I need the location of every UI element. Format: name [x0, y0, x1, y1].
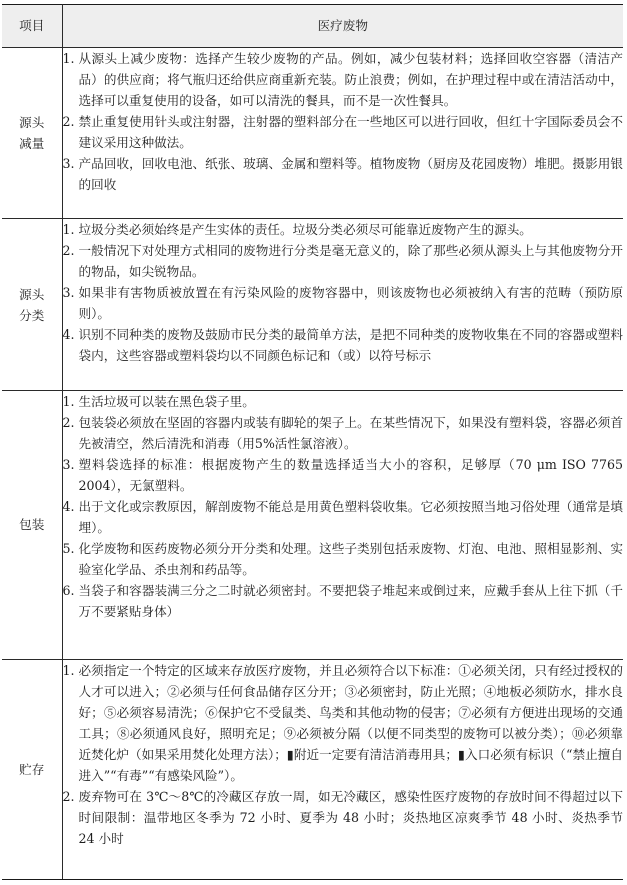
item-list — [63, 219, 624, 366]
header-item: 项目 — [2, 5, 62, 48]
item-number: 1. — [62, 222, 75, 238]
list-item — [63, 538, 624, 580]
item-text: 识别不同种类的废物及鼓励市民分类的最简单方法，是把不同种类的废物收集在不同的容器或塑料袋内，这些容器或塑料袋均以不同颜色标记和（或）以符号标示 — [78, 327, 623, 364]
item-text: 塑料袋选择的标准：根据废物产生的数量选择适当大小的容积，足够厚（70 μm ISO 7765 2004），无氯塑料。 — [78, 456, 623, 493]
item-number: 3. — [62, 285, 75, 301]
item-list — [63, 48, 624, 195]
row-label — [2, 219, 62, 391]
list-item — [63, 412, 624, 454]
item-text: 必须指定一个特定的区域来存放医疗废物，并且必须符合以下标准：①必须关闭，只有经过授权的人才可以进入；②必须与任何食品储存区分开；③必须密封，防止光照；④地板必须防水，排水良好；⑤必须容易清洗；⑥保护它不受鼠类、鸟类和其他动物的侵害；⑦必须有方便进出现场的交通工具；⑧必须通风良好，照明充足；⑨必须被分隔（以便不同类型的废物可以被分类）；⑩必须靠近焚化炉（如果采用焚化处理方法）；▮附近一定要有清洁消毒用具；▮入口必须有标识（“禁止擅自进入”“有毒”“有感染风险”）。 — [78, 662, 623, 783]
list-item — [63, 580, 624, 622]
row-label — [2, 659, 62, 879]
item-text: 废弃物可在 3℃～8℃的冷藏区存放一周，如无冷藏区，感染性医疗废物的存放时间不得超过以下时间限制：温带地区冬季为 72 小时、夏季为 48 小时；炎热地区凉爽季节 48 小时、炎热季节 24 小时 — [78, 788, 623, 846]
row-label — [2, 47, 62, 219]
header-medical-waste: 医疗废物 — [62, 5, 623, 48]
item-number: 4. — [62, 498, 75, 514]
list-item — [63, 454, 624, 496]
item-number: 6. — [62, 582, 75, 598]
row-label-line: 分类 — [19, 307, 45, 323]
item-text: 当袋子和容器装满三分之二时就必须密封。不要把袋子堆起来或倒过来，应戴手套从上往下抓（千万不要紧贴身体） — [78, 582, 623, 619]
item-number: 1. — [62, 662, 75, 678]
list-item — [63, 240, 624, 282]
item-list — [63, 391, 624, 622]
row-label — [2, 390, 62, 659]
item-number: 1. — [62, 393, 75, 409]
list-item — [63, 48, 624, 111]
item-number: 2. — [62, 788, 75, 804]
row-label-line: 源头 — [19, 286, 45, 302]
table-row-source-separation — [2, 219, 623, 391]
list-item — [63, 660, 624, 786]
list-item — [63, 786, 624, 849]
item-list — [63, 660, 624, 849]
row-label-line: 源头 — [19, 115, 45, 131]
table-row-source-reduction — [2, 47, 623, 219]
item-text: 产品回收，回收电池、纸张、玻璃、金属和塑料等。植物废物（厨房及花园废物）堆肥。摄影用银的回收 — [78, 155, 623, 192]
table-body — [2, 47, 623, 879]
item-text: 禁止重复使用针头或注射器，注射器的塑料部分在一些地区可以进行回收，但红十字国际委员会不建议采用这种做法。 — [78, 113, 623, 150]
row-content — [62, 47, 623, 219]
item-text: 垃圾分类必须始终是产生实体的责任。垃圾分类必须尽可能靠近废物产生的源头。 — [78, 222, 532, 238]
table-row-storage — [2, 659, 623, 879]
item-number: 3. — [62, 155, 75, 171]
item-number: 5. — [62, 540, 75, 556]
list-item — [63, 153, 624, 195]
list-item — [63, 219, 624, 240]
item-text: 一般情况下对处理方式相同的废物进行分类是毫无意义的，除了那些必须从源头上与其他废物分开的物品，如尖锐物品。 — [78, 243, 623, 280]
item-number: 4. — [62, 327, 75, 343]
list-item — [63, 496, 624, 538]
row-content — [62, 390, 623, 659]
row-label-line: 包装 — [19, 517, 45, 533]
table-row-packaging — [2, 390, 623, 659]
list-item — [63, 391, 624, 412]
row-label-line: 贮存 — [19, 761, 45, 777]
item-number: 2. — [62, 414, 75, 430]
list-item — [63, 324, 624, 366]
list-item — [63, 282, 624, 324]
item-text: 化学废物和医药废物必须分开分类和处理。这些子类别包括汞废物、灯泡、电池、照相显影剂、实验室化学品、杀虫剂和药品等。 — [78, 540, 623, 577]
item-text: 如果非有害物质被放置在有污染风险的废物容器中，则该废物也必须被纳入有害的范畴（预防原则）。 — [78, 285, 623, 322]
item-text: 出于文化或宗教原因，解剖废物不能总是用黄色塑料袋收集。它必须按照当地习俗处理（通常是填埋）。 — [78, 498, 623, 535]
item-number: 1. — [62, 50, 75, 66]
medical-waste-table — [2, 4, 623, 880]
row-content — [62, 659, 623, 879]
list-item — [63, 111, 624, 153]
item-number: 2. — [62, 113, 75, 129]
item-number: 2. — [62, 243, 75, 259]
item-text: 包装袋必须放在坚固的容器内或装有脚轮的架子上。在某些情况下，如果没有塑料袋，容器必须首先被清空，然后清洗和消毒（用5%活性氯溶液）。 — [78, 414, 623, 451]
row-content — [62, 219, 623, 391]
item-text: 从源头上减少废物：选择产生较少废物的产品。例如，减少包装材料；选择回收空容器（清洁产品）的供应商；将气瓶归还给供应商重新充装。防止浪费；例如，在护理过程中或在清洁活动中，选择可以重复使用的设备，如可以清洗的餐具，而不是一次性餐具。 — [78, 50, 623, 108]
item-text: 生活垃圾可以装在黑色袋子里。 — [78, 393, 255, 409]
table-header-row — [2, 5, 623, 48]
row-label-line: 减量 — [19, 136, 45, 152]
item-number: 3. — [62, 456, 75, 472]
